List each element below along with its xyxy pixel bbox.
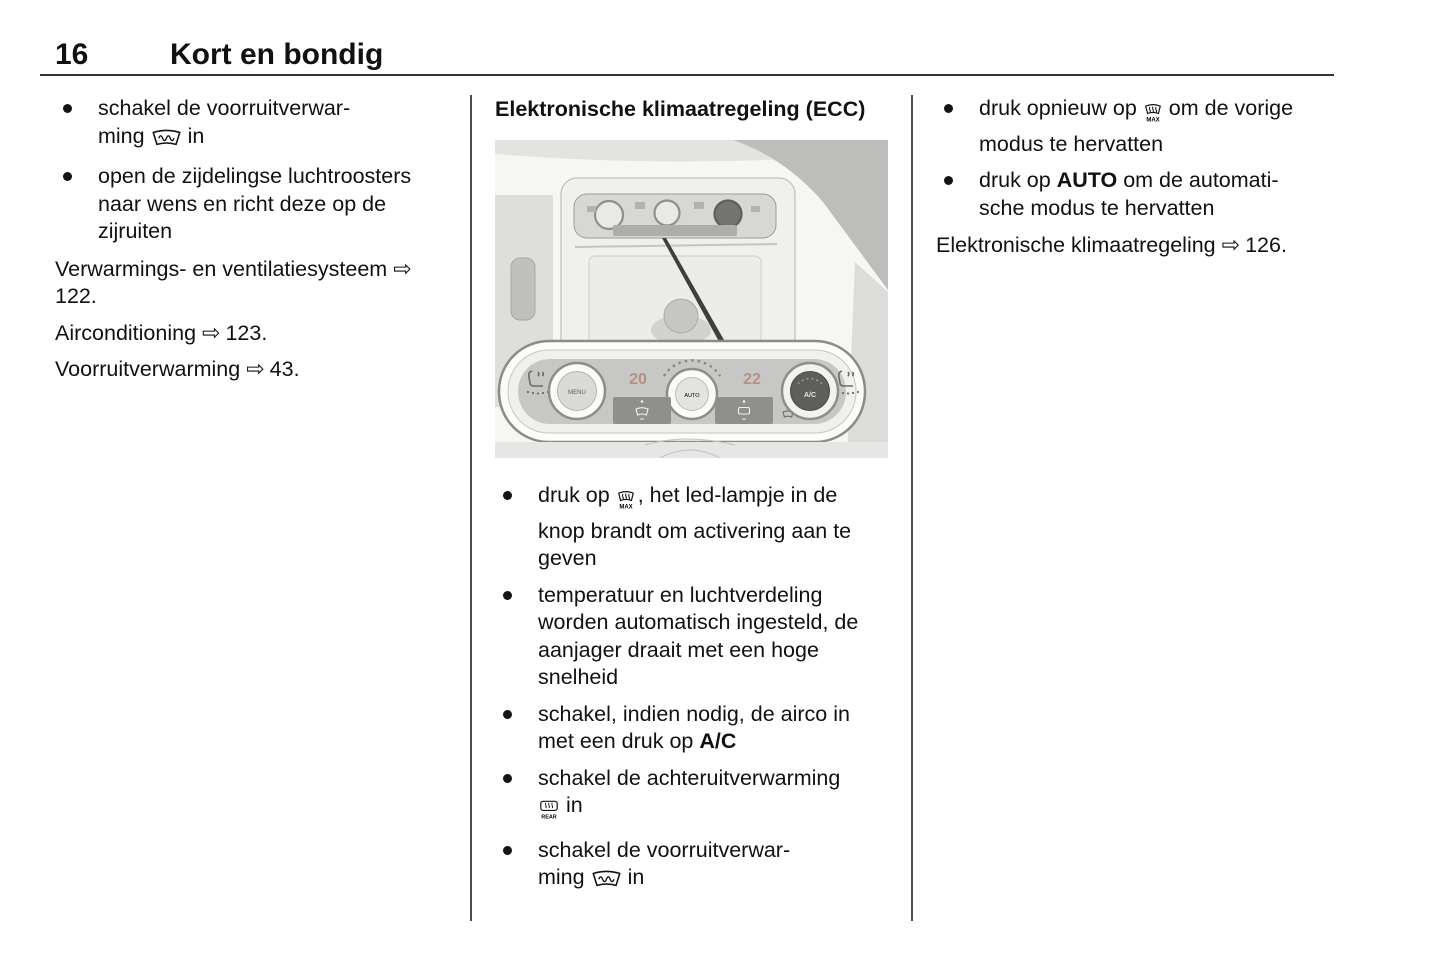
- reference-arrow-icon: ⇨: [246, 356, 265, 381]
- ac-label: A/C: [699, 729, 737, 753]
- page-title: Kort en bondig: [170, 38, 384, 71]
- svg-text:REAR: REAR: [541, 814, 557, 820]
- page-reference: [936, 231, 1330, 260]
- reference-page: 43.: [269, 357, 300, 381]
- reference-page: 122.: [55, 284, 97, 308]
- bullet-marker: [503, 846, 512, 855]
- column-separator-right: [911, 95, 913, 921]
- svg-text:MAX: MAX: [1146, 117, 1160, 123]
- page-number: 16: [55, 38, 89, 71]
- page-reference: [55, 355, 449, 384]
- windshield-heating-icon: [591, 868, 622, 896]
- bullet-text: open de zijdelingse luchtroosters naar wens en richt deze op de zijruiten: [98, 164, 412, 243]
- bullet-text: druk opnieuw op: [979, 96, 1137, 120]
- list-item: [55, 95, 449, 154]
- right-column: [936, 95, 1330, 268]
- page-reference: [55, 255, 449, 311]
- menu-knob: [549, 363, 605, 419]
- bullet-text: om de vorige modus te hervatten: [979, 96, 1294, 156]
- reference-page: 126.: [1245, 233, 1287, 257]
- bullet-text: sche modus te hervatten: [979, 195, 1215, 220]
- list-item: [936, 95, 1330, 158]
- bullet-marker: [63, 172, 72, 181]
- climate-panel-magnified: [499, 341, 865, 442]
- bullet-text: temperatuur en luchtverdeling worden automatisch ingesteld, de aanjager draait met een hoge snelheid: [538, 582, 859, 689]
- reference-text: Elektronische klimaatregeling: [936, 233, 1216, 257]
- list-item: [495, 837, 889, 896]
- rear-heating-icon: [538, 799, 560, 828]
- bullet-marker: [503, 710, 512, 719]
- bullet-text: schakel de voorruitverwar-: [98, 96, 351, 120]
- bullet-text: schakel de achteruitverwarming: [538, 765, 841, 790]
- menu-knob-label: MENU: [568, 390, 586, 396]
- bullet-marker: [944, 104, 953, 113]
- bullet-text: schakel de voorruitverwar-: [538, 837, 791, 862]
- temperature-display-left: 20: [629, 371, 647, 388]
- ac-knob-label: A/C: [803, 392, 817, 399]
- list-item: [55, 163, 449, 246]
- bullet-marker: [503, 591, 512, 600]
- bullet-text: ming: [538, 865, 585, 889]
- auto-knob: [667, 369, 717, 419]
- reference-arrow-icon: ⇨: [202, 319, 221, 345]
- list-item: [936, 167, 1330, 222]
- reference-arrow-icon: ⇨: [393, 255, 412, 281]
- bullet-text: om de automati-: [1117, 168, 1279, 192]
- reference-text: Airconditioning: [55, 320, 197, 345]
- section-heading: Elektronische klimaatregeling (ECC): [495, 97, 866, 121]
- bullet-text: in: [627, 865, 645, 889]
- column-separator-left: [470, 95, 472, 921]
- temperature-display-right: 22: [743, 371, 761, 388]
- list-item: [495, 582, 889, 692]
- climate-control-figure: [495, 140, 888, 458]
- bullet-text: in: [187, 123, 205, 148]
- left-column: [55, 95, 449, 392]
- bullet-marker: [503, 491, 512, 500]
- bullet-marker: [944, 176, 953, 185]
- list-item: [495, 701, 889, 756]
- auto-label: AUTO: [1056, 168, 1118, 192]
- list-item: [495, 765, 889, 828]
- bullet-text: , het led-lampje in de knop brandt om activering aan te geven: [538, 483, 852, 570]
- bullet-text: druk op: [979, 168, 1057, 192]
- bullet-text: druk op: [538, 483, 610, 507]
- bullet-text: ming: [98, 123, 145, 148]
- reference-page: 123.: [225, 320, 268, 345]
- windshield-heating-icon: [151, 127, 182, 155]
- bullet-text: in: [566, 793, 583, 817]
- list-item: [495, 482, 889, 573]
- reference-arrow-icon: ⇨: [1221, 232, 1241, 257]
- bullet-marker: [503, 774, 512, 783]
- bullet-marker: [63, 104, 72, 113]
- reference-text: Verwarmings- en ventilatiesysteem: [55, 256, 388, 281]
- svg-text:MAX: MAX: [619, 504, 633, 510]
- header-rule: [40, 74, 1334, 76]
- figure-illustration: [495, 140, 888, 458]
- max-defrost-icon: [1143, 102, 1163, 131]
- page-reference: [55, 319, 449, 348]
- auto-knob-label: AUTO: [684, 393, 700, 399]
- bullet-text: schakel, indien nodig, de airco in met een druk op: [538, 701, 850, 753]
- middle-column: [495, 95, 889, 905]
- reference-text: Voorruitverwarming: [55, 357, 241, 381]
- ac-knob: [782, 363, 838, 419]
- max-defrost-icon: [616, 489, 636, 518]
